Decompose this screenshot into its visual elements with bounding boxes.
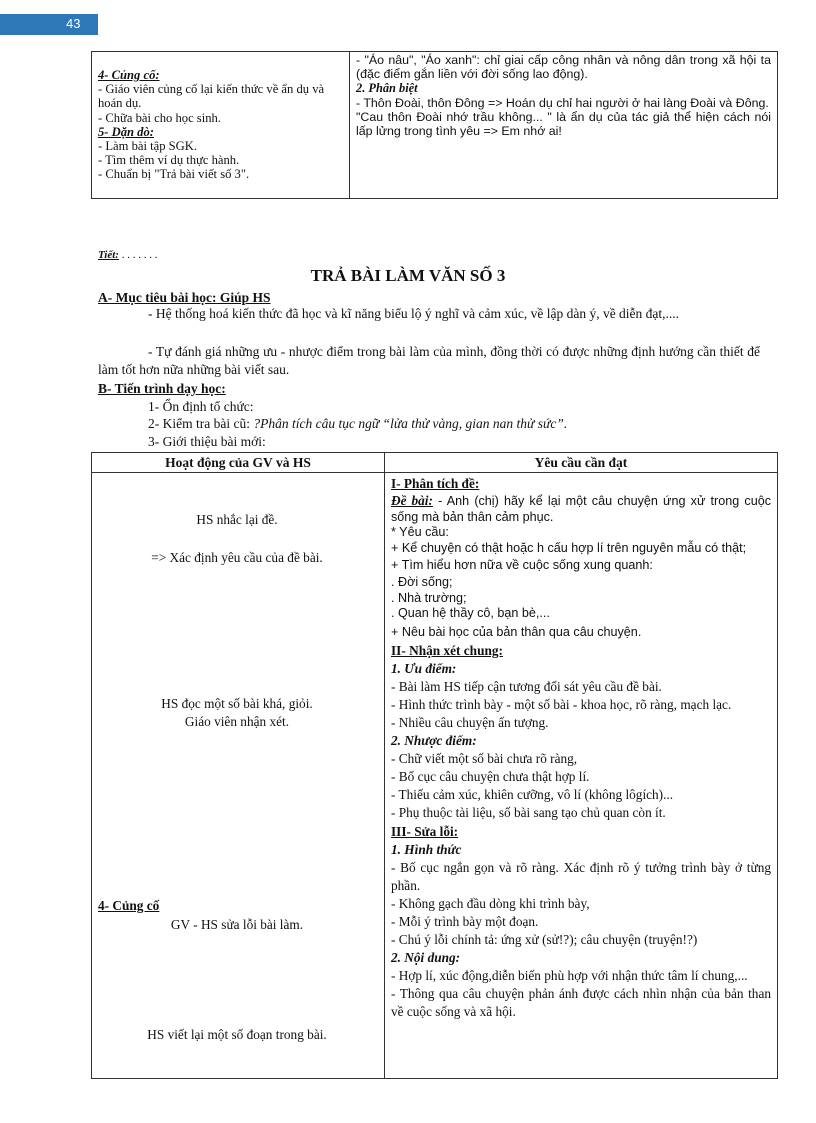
requirements-list — [391, 525, 771, 642]
text-line: - Thôn Đoài, thôn Đông => Hoán dụ chỉ hai người ở hai làng Đoài và Đông. — [356, 95, 769, 110]
text-line: + Kể chuyện có thật hoặc h cấu hợp lí trên nguyên mẫu có thật; — [391, 540, 747, 555]
header-requirements: Yêu cầu cần đạt — [385, 453, 778, 473]
text-line: . Đời sống; — [391, 575, 453, 590]
step-1: 1- Ổn định tổ chức: — [148, 399, 254, 414]
step-2-question: ?Phân tích câu tục ngữ “lửa thử vàng, gian nan thử sức”. — [253, 416, 568, 431]
continued-lesson-table — [91, 51, 778, 199]
strengths-title: 1. Ưu điểm: — [391, 660, 457, 676]
lesson-activities-table — [91, 452, 778, 1079]
text-line: - Hình thức trình bày - một số bài - khoa học, rõ ràng, mạch lạc. — [391, 696, 732, 712]
text-line: - Bài làm HS tiếp cận tương đối sát yêu cầu đề bài. — [391, 678, 662, 694]
period-dots: . . . . . . . — [118, 249, 158, 261]
text-line: - Chữa bài cho học sinh. — [98, 110, 221, 125]
activity-line: GV - HS sửa lỗi bài làm. — [170, 917, 304, 932]
activity-line: => Xác định yêu cầu của đề bài. — [151, 550, 323, 565]
header-activities: Hoạt động của GV và HS — [92, 453, 385, 473]
step-3: 3- Giới thiệu bài mới: — [148, 434, 266, 449]
content-cell — [350, 52, 778, 199]
page-title: TRẢ BÀI LÀM VĂN SỐ 3 — [310, 266, 506, 285]
text-line: - Hợp lí, xúc động,diễn biến phù hợp với nhận thức tâm lí chung,... — [391, 968, 748, 984]
text-line: - Tìm thêm ví dụ thực hành. — [98, 153, 240, 168]
period-label: Tiết: — [98, 249, 119, 261]
section-4-title: 4- Củng cố: — [98, 68, 160, 82]
content-title: 2. Nội dung: — [391, 950, 461, 966]
section-5-title: 5- Dặn dò: — [98, 124, 154, 139]
requirements-cell — [385, 473, 778, 1079]
text-line: - Giáo viên củng cố lại kiến thức về ẩn dụ và hoán dụ. — [98, 82, 325, 111]
section-b-heading: B- Tiến trình dạy học: — [98, 381, 226, 396]
text-line: + Tìm hiểu hơn nữa về cuộc sống xung quanh: — [391, 558, 653, 573]
activities-cell — [92, 473, 385, 1079]
activity-line: Giáo viên nhận xét. — [184, 714, 290, 729]
form-title: 1. Hình thức — [391, 841, 462, 857]
activity-line: HS đọc một số bài khá, giỏi. — [161, 696, 313, 711]
step-2 — [148, 415, 567, 433]
sub-heading: 2. Phân biệt — [356, 81, 418, 96]
text-line: - Không gạch đầu dòng khi trình bày, — [391, 895, 590, 911]
activity-line: HS viết lại một số đoạn trong bài. — [147, 1027, 327, 1042]
section-a-heading: A- Mục tiêu bài học: Giúp HS — [98, 290, 271, 305]
exam-topic — [391, 493, 771, 525]
text-line: - Mỗi ý trình bày một đoạn. — [391, 914, 539, 929]
heading-iii: III- Sửa lỗi: — [391, 823, 459, 839]
page-number: 43 — [66, 16, 81, 31]
text-line: - "Áo nâu", "Áo xanh": chỉ giai cấp công nhân và nông dân trong xã hội ta (đặc điểm gắn liền với đời sống lao động). — [356, 53, 771, 82]
text-line: + Nêu bài học của bản thân qua câu chuyện. — [391, 624, 642, 639]
text-line: . Nhà trường; — [391, 590, 467, 605]
text-line: "Cau thôn Đoài nhớ trầu không... " là ẩn dụ của tác giả thể hiện cách nói lấp lửng trong tình yêu => Em nhớ ai! — [356, 109, 771, 139]
section-4-title: 4- Củng cố — [98, 898, 160, 913]
text-line: * Yêu cầu: — [391, 525, 449, 540]
text-line: - Chuẩn bị "Trả bài viết số 3". — [98, 167, 250, 182]
text-line: - Bố cục ngắn gọn và rõ ràng. Xác định rõ ý tưởng trình bày ở từng phần. — [391, 859, 771, 893]
text-line: - Chú ý lỗi chính tả: ứng xử (sử!?); câu chuyện (truyện!?) — [391, 932, 698, 948]
objective-2: - Tự đánh giá những ưu - nhược điểm trong bài làm của mình, đồng thời có được những định hướng cần thiết để làm tốt hơn nữa những bài viết sau. — [98, 344, 760, 377]
activity-line: HS nhắc lại đề. — [196, 512, 278, 527]
objective-1: - Hệ thống hoá kiến thức đã học và kĩ năng biểu lộ ý nghĩ và cảm xúc, về lập dàn ý, về diễn đạt,.... — [148, 306, 680, 321]
text-line: - Làm bài tập SGK. — [98, 139, 197, 154]
topic-text: - Anh (chị) hãy kể lại một câu chuyện ứng xử trong cuộc sống mà bản thân cảm phục. — [391, 494, 772, 525]
text-line: . Quan hệ thầy cô, bạn bè,... — [391, 606, 550, 621]
heading-i: I- Phân tích đề: — [391, 476, 480, 491]
weaknesses-title: 2. Nhược điểm: — [391, 733, 477, 749]
page-number-bar — [0, 14, 98, 35]
topic-label: Đề bài: — [391, 493, 433, 509]
heading-ii: II- Nhận xét chung: — [391, 642, 503, 658]
text-line: - Thiếu cảm xúc, khiên cưỡng, vô lí (không lôgích)... — [391, 787, 674, 803]
text-line: - Chữ viết một số bài chưa rõ ràng, — [391, 751, 578, 767]
text-line: - Bố cục câu chuyện chưa thật hợp lí. — [391, 769, 590, 785]
lesson-period — [98, 246, 157, 264]
text-line: - Thông qua câu chuyện phản ánh được cách nhìn nhận của bản than về cuộc sống và xã hội. — [391, 986, 771, 1020]
text-line: - Phụ thuộc tài liệu, số bài sang tạo chủ quan còn ít. — [391, 805, 666, 821]
consolidation-cell — [92, 52, 350, 199]
step-2-label: 2- Kiểm tra bài cũ: — [148, 416, 254, 431]
text-line: - Nhiều câu chuyện ấn tượng. — [391, 714, 549, 730]
